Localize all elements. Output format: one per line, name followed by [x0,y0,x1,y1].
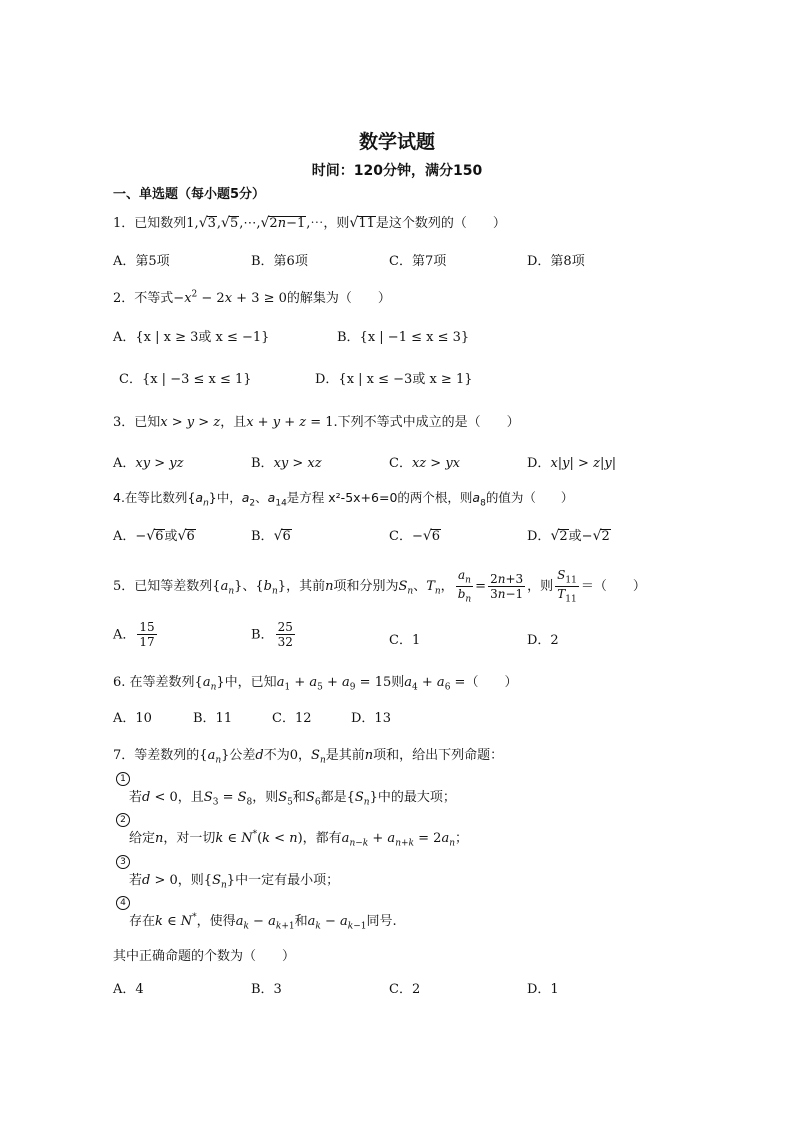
page-subtitle: 时间：120分钟，满分150 [311,163,483,179]
q5-option-c: C．1 [389,633,421,648]
question-6 [113,671,517,693]
q7-option-c: C．2 [389,982,421,997]
q7-proposition-4: 存在k ∈ N*，使得$a_k - a_{k+1}$和$a_k - a_{k-1}$同号. [129,912,397,932]
q5-end: ＝（ ） [580,579,646,595]
q2-option-a: A．{x | x ≥ 3或 x ≤ −1} [113,330,270,345]
q1-mid: ，则 [323,216,350,231]
q3-condition-2: x + y + z = 1 [246,415,334,430]
page-title: 数学试题 [358,131,435,153]
q1-option-a: A．第5项 [113,254,170,269]
q6-prefix: 6. 在等差数列 [113,675,195,690]
q6-option-b: B．11 [193,711,233,726]
q7-proposition-2: 给定n，对一切k ∈ N*(k < n)，都有$a_{n-k} + a_{n+k} = 2a_n$； [129,829,469,849]
q5-ratio-lhs: $\frac{a_n}{b_n}$ [457,568,472,605]
q5-option-a: A． $\frac{15}{17}$ [113,620,155,650]
question-5: 5．已知等差数列$\{a_n\}$、$\{b_n\}$，其前n项和分别为$S_n$、$T_n$， $\frac{a_n}{b_n}$ = $\frac{2n+3}{3n-1}$ ，则 $\frac{S_{11}}{T_{11}}$ ＝（ ） [113,568,646,605]
circled-1-icon: 1 [116,772,130,786]
q3-option-d: D．x|y| > z|y| [527,456,617,471]
q2-suffix: 的解集为（ ） [286,291,391,306]
q7-option-b: B．3 [251,982,282,997]
q1-target: √11 [349,215,375,231]
q3-option-b: B．xy > xz [251,456,322,471]
q4-terms: $a_2$、$a_{14}$ [241,490,287,509]
q1-option-c: C．第7项 [389,254,447,269]
question-3 [113,411,520,430]
q1-option-b: B．第6项 [251,254,308,269]
q5-mid1: ，其前 [286,579,326,595]
q7-end: 项和，给出下列命题： [373,748,504,763]
q6-option-d: D．13 [351,711,391,726]
q6-condition: $a_1 + a_5 + a_9 = 15$ [276,675,392,693]
q6-mid: 中，已知 [224,675,277,690]
q4-target: $a_8$ [472,490,486,509]
question-4 [113,488,573,509]
q1-prefix: 1．已知数列 [113,216,187,231]
q5-sequences: $\{a_n\}$、$\{b_n\}$ [212,579,287,597]
q3-option-c: C．xz > yx [389,456,460,471]
question-2 [113,287,391,306]
q3-prefix: 3．已知 [113,415,161,430]
q7-mid1: 公差 [229,748,256,763]
q6-option-a: A．10 [113,711,152,726]
q4-prefix: 4.在等比数列 [113,490,188,505]
q4-suffix: 的值为（ ） [485,490,574,505]
q4-option-c: C．−√6 [389,528,441,544]
q3-suffix: .下列不等式中成立的是（ ） [333,415,520,430]
q7-proposition-3: 若d > 0，则$\{S_n\}$中一定有最小项； [129,873,340,891]
q1-option-d: D．第8项 [527,254,585,269]
question-1 [113,212,506,231]
question-7: 7．等差数列的$\{a_n\}$公差d不为0，$S_n$是其前n项和，给出下列命题： [113,748,504,766]
q5-target: $\frac{S_{11}}{T_{11}}$ [557,568,577,605]
section-heading: 一、单选题（每小题5分） [113,187,266,202]
q7-option-a: A．4 [113,982,144,997]
q6-sequence: $\{a_n\}$ [194,675,225,693]
q5-suffix: ，则 [527,579,554,595]
q6-end: （ ） [465,675,518,690]
q5-prefix: 5．已知等差数列 [113,579,213,595]
q3-condition-1: x > y > z [160,415,221,430]
q7-option-d: D．1 [527,982,559,997]
q1-sequence: 1,√3,√5,⋯,√2n−1,⋯ [186,215,324,231]
q7-mid3: 是其前 [325,748,365,763]
circled-2-icon: 2 [116,813,130,827]
q5-option-d: D．2 [527,633,559,648]
q2-option-d: D．{x | x ≤ −3或 x ≥ 1} [315,372,473,387]
q5-ratio-rhs: $\frac{2n+3}{3n-1}$ [490,571,524,602]
q2-option-b: B．{x | −1 ≤ x ≤ 3} [337,330,470,345]
q7-proposition-1: 若d < 0，且$S_3 = S_8$，则$S_5$和$S_6$都是$\{S_n\}$中的最大项； [129,790,456,808]
q5-mid2: 项和分别为 [333,579,399,595]
q4-option-a: A．−√6或√6 [113,528,195,544]
q2-inequality: $-x^2 - 2x + 3 \ge 0$ [173,289,287,306]
q7-mid2: 不为0， [263,748,312,763]
q2-prefix: 2．不等式 [113,291,174,306]
q4-option-d: D．√2或−√2 [527,528,610,544]
q5-option-b: B． $\frac{25}{32}$ [251,620,293,650]
circled-3-icon: 3 [116,855,130,869]
q3-option-a: A．xy > yz [113,456,184,471]
q7-prefix: 7．等差数列的 [113,748,200,763]
q7-question: 其中正确命题的个数为（ ） [113,949,296,964]
circled-4-icon: 4 [116,896,130,910]
q6-target: $a_4 + a_6$ = [404,675,466,693]
q3-mid: ，且 [220,415,247,430]
q1-end: 是这个数列的（ ） [375,216,506,231]
q6-option-c: C．12 [272,711,312,726]
q5-sums: $S_n$、$T_n$， [398,579,454,597]
q4-option-b: B．√6 [251,528,291,544]
q4-sequence: $\{a_n\}$ [187,490,217,509]
q4-mid2: 是方程 x²-5x+6=0的两个根，则 [286,490,473,505]
q2-option-c: C．{x | −3 ≤ x ≤ 1} [119,372,252,387]
q7-sequence: $\{a_n\}$ [199,748,230,766]
q6-suffix: 则 [391,675,405,690]
q4-mid1: 中， [216,490,242,505]
